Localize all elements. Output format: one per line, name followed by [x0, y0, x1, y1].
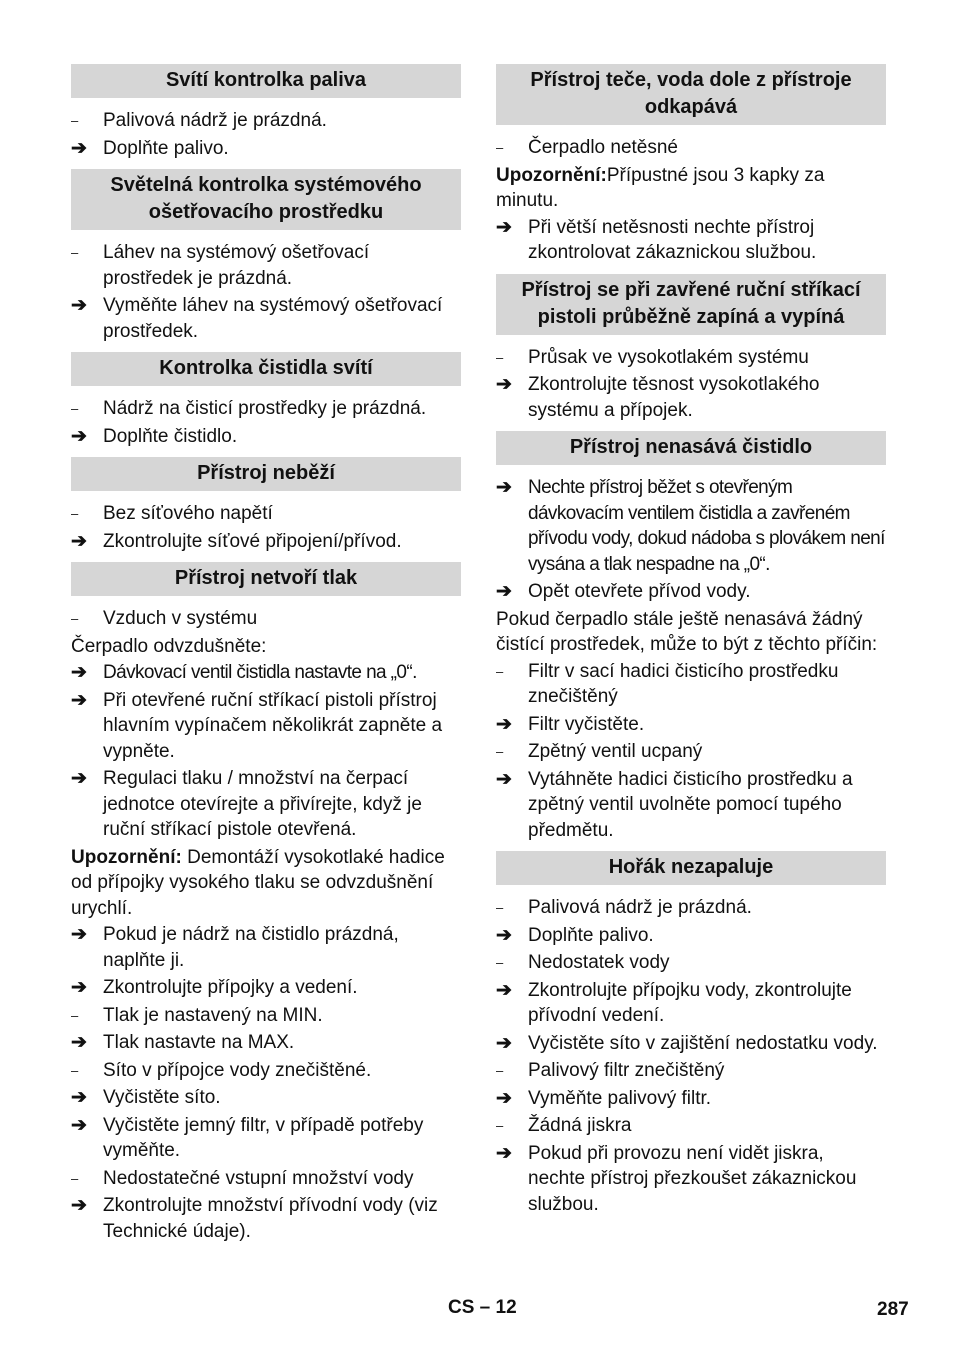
action-item: [71, 922, 461, 973]
item-text: Vyčistěte síto.: [103, 1087, 221, 1108]
footer-section-label: CS – 12: [448, 1297, 517, 1318]
dash-bullet-icon: –: [71, 113, 79, 128]
section-heading: Kontrolka čistidla svítí: [71, 352, 461, 386]
item-text: Nedostatek vody: [528, 952, 670, 973]
action-item: [71, 660, 461, 686]
right-arrow-icon: ➔: [496, 216, 512, 238]
right-arrow-icon: ➔: [496, 1087, 512, 1109]
note-label: Upozornění:: [496, 164, 607, 186]
right-arrow-icon: ➔: [71, 295, 87, 316]
item-text: Pokud je nádrž na čistidlo prázdná, naplňte ji.: [103, 924, 399, 971]
item-text: Doplňte čistidlo.: [103, 425, 238, 447]
cause-item: [71, 108, 461, 134]
item-text: Síto v přípojce vody znečištěné.: [103, 1059, 372, 1081]
cause-item: [71, 1058, 461, 1084]
cause-item: [496, 739, 886, 765]
left-column: [71, 64, 461, 1246]
right-arrow-icon: ➔: [71, 689, 87, 711]
item-text: Palivová nádrž je prázdná.: [103, 110, 327, 131]
action-item: [496, 923, 886, 949]
section-heading: Světelná kontrolka systémového ošetřovacího prostředku: [71, 169, 461, 230]
action-item: [496, 978, 886, 1029]
item-text: Doplňte palivo.: [528, 924, 654, 946]
section-heading: Přístroj netvoří tlak: [71, 562, 461, 596]
action-item: [71, 1085, 461, 1111]
item-text: Nádrž na čisticí prostředky je prázdná.: [103, 398, 427, 419]
dash-bullet-icon: –: [71, 401, 79, 416]
right-arrow-icon: ➔: [71, 1087, 87, 1108]
item-text: Vytáhněte hadici čisticího prostředku a zpětný ventil uvolněte pomocí tupého předmětu.: [528, 768, 853, 841]
right-arrow-icon: ➔: [71, 924, 87, 945]
dash-bullet-icon: –: [71, 1007, 79, 1023]
item-text: Regulaci tlaku / množství na čerpací jednotce otevírejte a přivírejte, když je ruční stříkací pistole otevřená.: [103, 768, 422, 840]
cause-item: [496, 659, 886, 710]
action-item: [496, 579, 886, 605]
right-arrow-icon: ➔: [496, 768, 512, 790]
dash-bullet-icon: –: [71, 506, 79, 521]
item-text: Při otevřené ruční stříkací pistoli přístroj hlavním vypínačem několikrát zapněte a vypněte.: [103, 689, 443, 762]
item-text: Při větší netěsnosti nechte přístroj zkontrolovat zákaznickou službou.: [528, 216, 817, 263]
item-text: Vyměňte láhev na systémový ošetřovací prostředek.: [103, 295, 443, 342]
dash-bullet-icon: –: [71, 1170, 79, 1186]
paragraph: Čerpadlo odvzdušněte:: [71, 635, 267, 657]
dash-bullet-icon: –: [496, 1063, 504, 1078]
action-item: [71, 1113, 461, 1164]
note-paragraph: [496, 163, 886, 214]
right-arrow-icon: ➔: [71, 425, 87, 447]
item-text: Palivová nádrž je prázdná.: [528, 897, 752, 918]
dash-bullet-icon: –: [496, 349, 504, 365]
right-arrow-icon: ➔: [71, 977, 87, 998]
action-item: [71, 975, 461, 1001]
item-text: Nedostatečné vstupní množství vody: [103, 1167, 414, 1189]
item-text: Zkontrolujte přípojky a vedení.: [103, 977, 358, 998]
cause-item: [71, 1166, 461, 1192]
right-arrow-icon: ➔: [71, 1114, 87, 1136]
item-text: Zkontrolujte těsnost vysokotlakého systému a přípojek.: [528, 374, 820, 421]
right-arrow-icon: ➔: [496, 1142, 512, 1164]
right-arrow-icon: ➔: [71, 1195, 87, 1216]
section-heading: Svítí kontrolka paliva: [71, 64, 461, 98]
action-item: [496, 712, 886, 738]
cause-item: [71, 396, 461, 422]
note-text: Demontáží vysokotlaké hadice od přípojky vysokého tlaku se odvzdušnění urychlí.: [71, 846, 445, 919]
action-item: [71, 424, 461, 450]
dash-bullet-icon: –: [496, 955, 504, 970]
item-text: Průsak ve vysokotlakém systému: [528, 346, 809, 368]
item-text: Vyměňte palivový filtr.: [528, 1087, 712, 1109]
item-text: Zkontrolujte síťové připojení/přívod.: [103, 530, 402, 552]
item-text: Tlak je nastavený na MIN.: [103, 1004, 323, 1026]
item-text: Opět otevřete přívod vody.: [528, 581, 751, 602]
right-arrow-icon: ➔: [496, 1032, 512, 1054]
section-heading: Přístroj se při zavřené ruční stříkací pistoli průběžně zapíná a vypíná: [496, 274, 886, 335]
note-label: Upozornění:: [71, 846, 182, 868]
right-arrow-icon: ➔: [496, 477, 512, 498]
item-text: Nechte přístroj běžet s otevřeným dávkovacím ventilem čistidla a zavřeném přívodu vody, dokud nádoba s plovákem není vysána a tlak nespadne na „0“.: [528, 477, 885, 575]
page-number: 287: [877, 1299, 909, 1320]
action-item: [71, 293, 461, 344]
action-item: [71, 688, 461, 765]
action-item: [71, 529, 461, 555]
item-text: Tlak nastavte na MAX.: [103, 1032, 295, 1053]
action-item: [71, 1193, 461, 1244]
cause-item: [496, 895, 886, 921]
cause-item: [71, 501, 461, 527]
item-text: Zkontrolujte množství přívodní vody (viz Technické údaje).: [103, 1195, 438, 1242]
item-text: Doplňte palivo.: [103, 137, 229, 159]
cause-item: [496, 950, 886, 976]
dash-bullet-icon: –: [496, 140, 504, 155]
item-text: Vzduch v systému: [103, 608, 258, 629]
cause-item: [71, 606, 461, 632]
dash-bullet-icon: –: [496, 1118, 504, 1133]
action-item: [496, 767, 886, 844]
action-item: [71, 136, 461, 162]
item-text: Palivový filtr znečištěný: [528, 1060, 725, 1081]
section-heading: Přístroj nenasává čistidlo: [496, 431, 886, 465]
item-text: Vyčistěte síto v zajištění nedostatku vody.: [528, 1032, 878, 1054]
cause-item: [496, 1058, 886, 1084]
action-item: [496, 1141, 886, 1218]
right-arrow-icon: ➔: [496, 581, 512, 602]
cause-item: [71, 1003, 461, 1029]
right-arrow-icon: ➔: [496, 374, 512, 395]
right-arrow-icon: ➔: [71, 662, 87, 683]
action-item: [71, 766, 461, 843]
item-text: Filtr v sací hadici čisticího prostředku znečištěný: [528, 660, 839, 707]
item-text: Bez síťového napětí: [103, 503, 273, 524]
item-text: Dávkovací ventil čistidla nastavte na „0“.: [103, 662, 417, 683]
dash-bullet-icon: –: [496, 900, 504, 915]
cause-item: [496, 1113, 886, 1139]
section-heading: Přístroj teče, voda dole z přístroje odkapává: [496, 64, 886, 125]
action-item: [496, 372, 886, 423]
dash-bullet-icon: –: [496, 744, 504, 759]
note-text: Přípustné jsou 3 kapky za minutu.: [496, 164, 825, 211]
action-item: [496, 215, 886, 266]
action-item: [71, 1030, 461, 1056]
action-item: [496, 1086, 886, 1112]
item-text: Filtr vyčistěte.: [528, 713, 645, 735]
note-paragraph: [71, 845, 461, 922]
right-arrow-icon: ➔: [71, 1032, 87, 1053]
item-text: Vyčistěte jemný filtr, v případě potřeby vyměňte.: [103, 1114, 424, 1161]
right-arrow-icon: ➔: [496, 713, 512, 735]
item-text: Čerpadlo netěsné: [528, 137, 678, 158]
right-arrow-icon: ➔: [496, 924, 512, 946]
cause-item: [496, 135, 886, 161]
item-text: Zpětný ventil ucpaný: [528, 741, 703, 762]
right-arrow-icon: ➔: [71, 530, 87, 552]
dash-bullet-icon: –: [71, 1062, 79, 1078]
right-column: [496, 64, 886, 1219]
section-heading: Hořák nezapaluje: [496, 851, 886, 885]
item-text: Láhev na systémový ošetřovací prostředek je prázdná.: [103, 242, 370, 289]
item-text: Zkontrolujte přípojku vody, zkontrolujte přívodní vedení.: [528, 979, 852, 1026]
paragraph: Pokud čerpadlo stále ještě nenasává žádný čistící prostředek, může to být z těchto příčin:: [496, 608, 878, 655]
action-item: [496, 1031, 886, 1057]
action-item: [496, 475, 886, 577]
item-text: Pokud při provozu není vidět jiskra, nechte přístroj přezkoušet zákaznickou službou.: [528, 1142, 857, 1215]
dash-bullet-icon: –: [71, 245, 79, 260]
cause-item: [71, 240, 461, 291]
item-text: Žádná jiskra: [528, 1115, 632, 1136]
dash-bullet-icon: –: [71, 611, 79, 626]
right-arrow-icon: ➔: [71, 768, 87, 789]
right-arrow-icon: ➔: [71, 137, 87, 159]
dash-bullet-icon: –: [496, 663, 504, 679]
section-heading: Přístroj neběží: [71, 457, 461, 491]
cause-item: [496, 345, 886, 371]
right-arrow-icon: ➔: [496, 979, 512, 1001]
